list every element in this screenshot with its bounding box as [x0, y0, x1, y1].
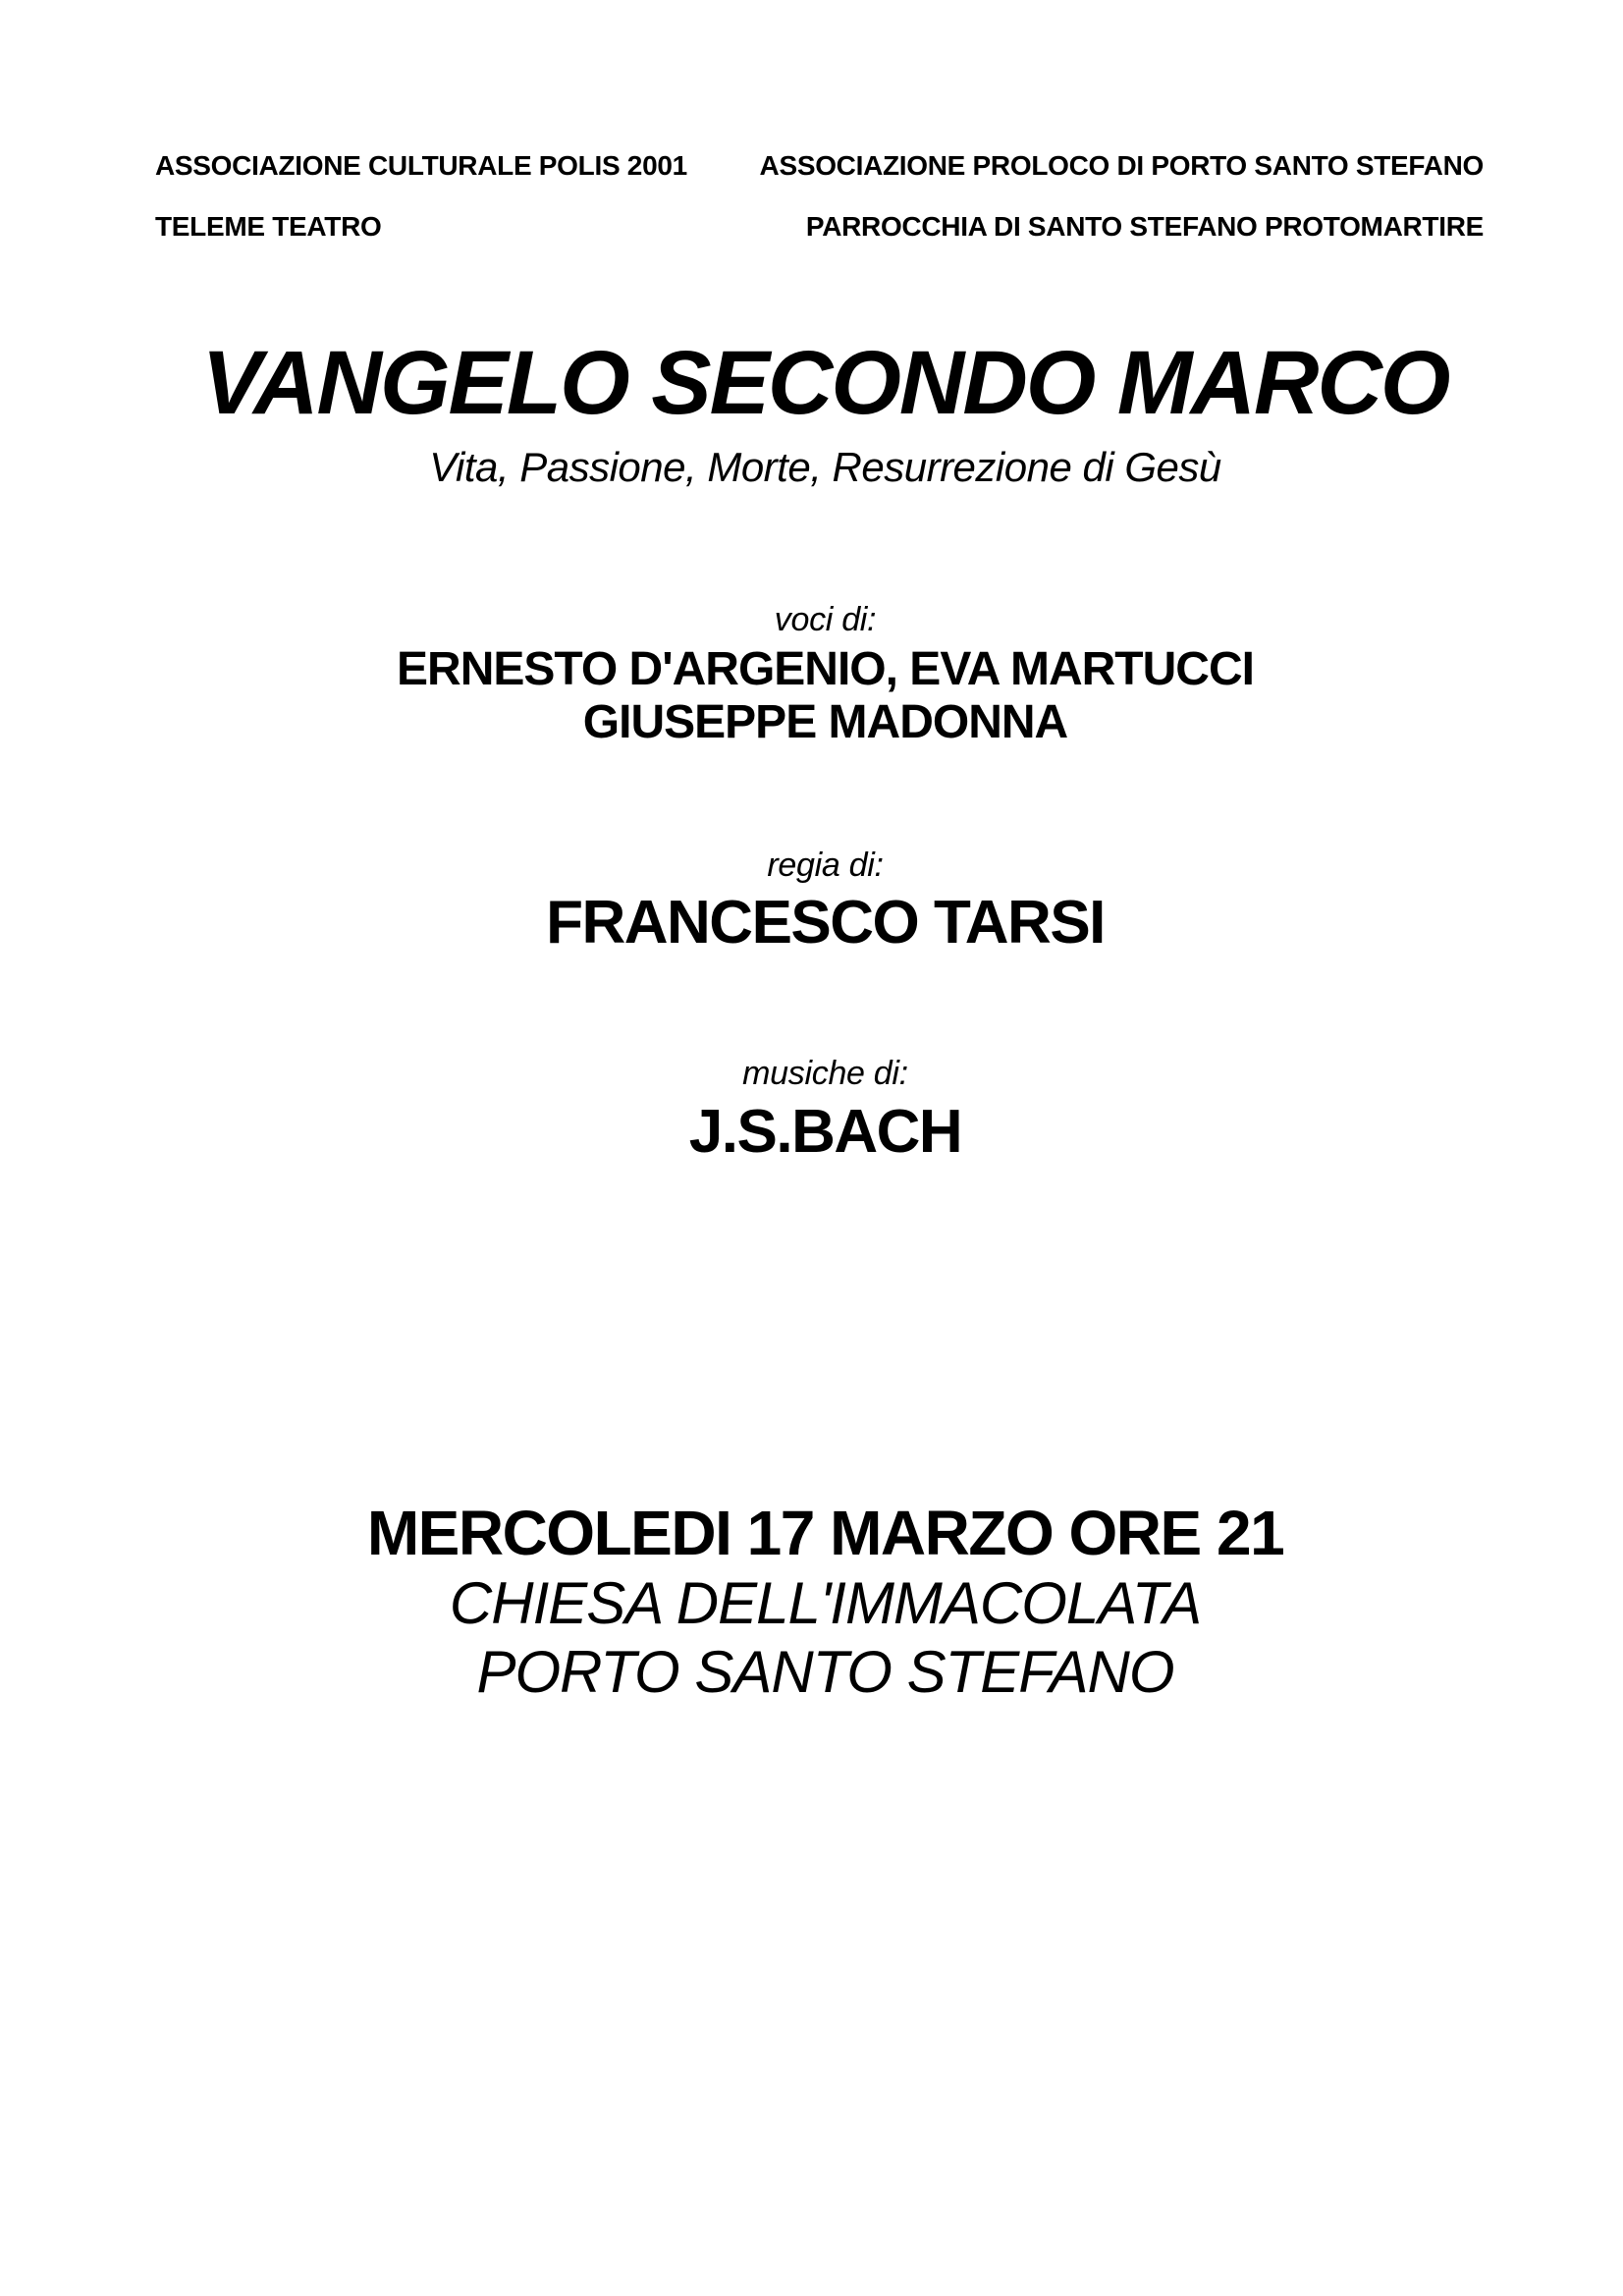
credit-role-direction: regia di:: [767, 847, 884, 884]
cast-names-line-1: ERNESTO D'ARGENIO, EVA MARTUCCI: [397, 643, 1254, 695]
organizations-header: [155, 149, 1484, 244]
org-name-proloco: ASSOCIAZIONE PROLOCO DI PORTO SANTO STEFANO: [759, 150, 1484, 181]
org-name-teleme-teatro: TELEME TEATRO: [155, 211, 382, 242]
show-subtitle: Vita, Passione, Morte, Resurrezione di Gesù: [429, 444, 1221, 490]
organizations-right-column: [760, 149, 1484, 244]
event-date-time: MERCOLEDI 17 MARZO ORE 21: [366, 1498, 1284, 1568]
organizations-left-column: [155, 149, 687, 244]
event-venue: CHIESA DELL'IMMACOLATA: [449, 1570, 1202, 1636]
event-city: PORTO SANTO STEFANO: [476, 1639, 1174, 1705]
org-name-parrocchia: PARROCCHIA DI SANTO STEFANO PROTOMARTIRE: [805, 211, 1484, 242]
credit-role-music: musiche di:: [742, 1055, 908, 1092]
org-name-polis: ASSOCIAZIONE CULTURALE POLIS 2001: [155, 150, 687, 181]
show-title: VANGELO SECONDO MARCO: [201, 333, 1449, 433]
composer-name: J.S.BACH: [688, 1098, 962, 1166]
credit-role-voices: voci di:: [774, 601, 877, 638]
director-name: FRANCESCO TARSI: [546, 889, 1105, 957]
cast-names-line-2: GIUSEPPE MADONNA: [582, 696, 1068, 748]
